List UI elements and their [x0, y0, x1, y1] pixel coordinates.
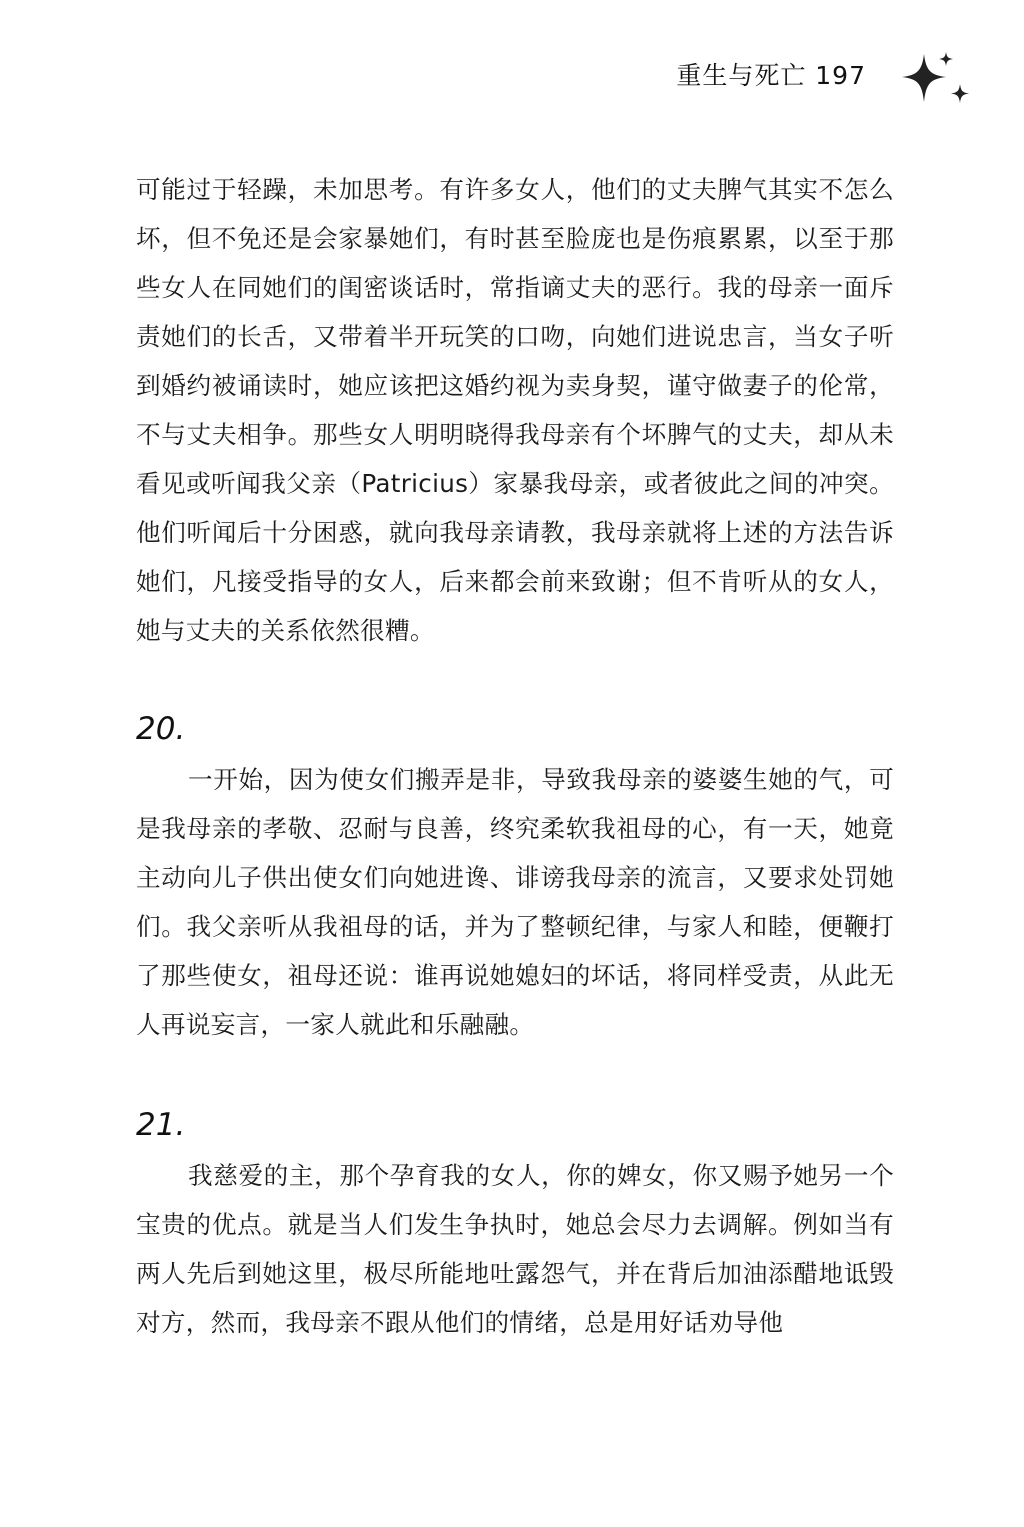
- section-number-21: 21.: [136, 1107, 186, 1143]
- section-21-paragraph: 我慈爱的主，那个孕育我的女人，你的婢女，你又赐予她另一个宝贵的优点。就是当人们发生争执时，她总会尽力去调解。例如当有两人先后到她这里，极尽所能地吐露怨气，并在背后加油添醋地诋毁对方，然而，我母亲不跟从他们的情绪，总是用好话劝导他: [136, 1161, 894, 1337]
- intro-paragraph: 可能过于轻躁，未加思考。有许多女人，他们的丈夫脾气其实不怎么坏，但不免还是会家暴她们，有时甚至脸庞也是伤痕累累，以至于那些女人在同她们的闺密谈话时，常指谪丈夫的恶行。我的母亲一面斥责她们的长舌，又带着半开玩笑的口吻，向她们进说忠言，当女子听到婚约被诵读时，她应该把这婚约视为卖身契，谨守做妻子的伦常，不与丈夫相争。那些女人明明晓得我母亲有个坏脾气的丈夫，却从未看见或听闻我父亲（Patricius）家暴我母亲，或者彼此之间的冲突。他们听闻后十分困惑，就向我母亲请教，我母亲就将上述的方法告诉她们，凡接受指导的女人，后来都会前来致谢；但不肯听从的女人，她与丈夫的关系依然很糟。: [136, 175, 894, 645]
- page-content: [136, 165, 894, 1347]
- running-header: 重生与死亡 197: [676, 61, 866, 90]
- section-20-paragraph: 一开始，因为使女们搬弄是非，导致我母亲的婆婆生她的气，可是我母亲的孝敬、忍耐与良善，终究柔软我祖母的心，有一天，她竟主动向儿子供出使女们向她进谗、诽谤我母亲的流言，又要求处罚她们。我父亲听从我祖母的话，并为了整顿纪律，与家人和睦，便鞭打了那些使女，祖母还说：谁再说她媳妇的坏话，将同样受责，从此无人再说妄言，一家人就此和乐融融。: [136, 765, 894, 1039]
- sparkle-icon: [894, 50, 974, 112]
- section-number-20: 20.: [136, 711, 186, 747]
